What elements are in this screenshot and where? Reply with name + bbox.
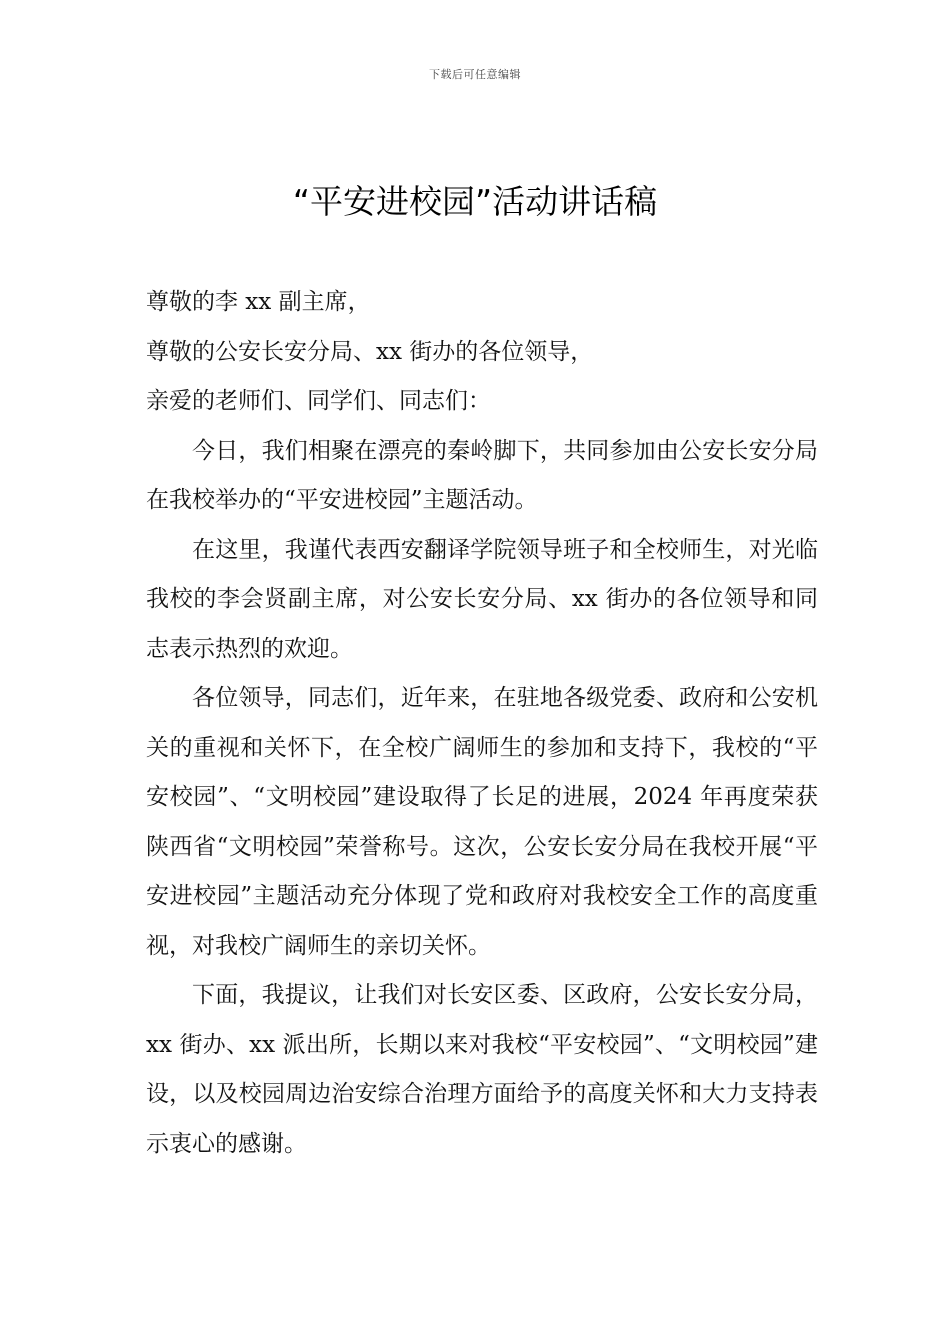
body-paragraph: 各位领导，同志们，近年来，在驻地各级党委、政府和公安机关的重视和关怀下，在全校广阔师生的参加和支持下，我校的“平安校园”、“文明校园”建设取得了长足的进展，2024 年再度荣获陕西省“文明校园”荣誉称号。这次，公安长安分局在我校开展“平安进校园”主题活动充分体现了党和政府对我校安全工作的高度重视，对我校广阔师生的亲切关怀。	[146, 685, 818, 959]
salutation-line: 亲爱的老师们、同学们、同志们：	[146, 388, 491, 414]
document-body	[146, 278, 818, 1169]
body-paragraph: 今日，我们相聚在漂亮的秦岭脚下，共同参加由公安长安分局在我校举办的“平安进校园”主题活动。	[146, 437, 818, 513]
document-title: “平安进校园”活动讲话稿	[292, 182, 658, 221]
body-paragraph: 下面，我提议，让我们对长安区委、区政府，公安长安分局，xx 街办、xx 派出所，长期以来对我校“平安校园”、“文明校园”建设，以及校园周边治安综合治理方面给予的高度关怀和大力支持表示衷心的感谢。	[146, 982, 818, 1157]
page-header-note: 下载后可任意编辑	[429, 68, 521, 81]
body-paragraph: 在这里，我谨代表西安翻译学院领导班子和全校师生，对光临我校的李会贤副主席，对公安长安分局、xx 街办的各位领导和同志表示热烈的欢迎。	[146, 536, 818, 662]
salutation-line: 尊敬的李 xx 副主席，	[146, 289, 371, 315]
salutation-line: 尊敬的公安长安分局、xx 街办的各位领导，	[146, 338, 594, 365]
